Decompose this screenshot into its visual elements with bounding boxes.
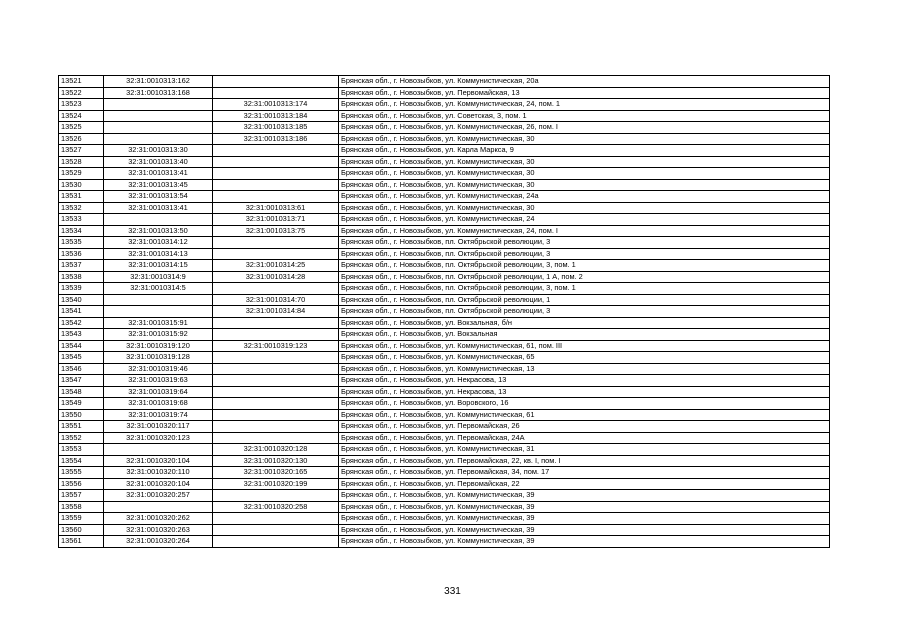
cadastral-number-cell: 32:31:0010315:92 [104, 329, 213, 341]
row-number-cell: 13554 [59, 455, 104, 467]
address-cell: Брянская обл., г. Новозыбков, ул. Коммунистическая, 13 [339, 363, 830, 375]
row-number-cell: 13521 [59, 76, 104, 88]
cadastral-number-cell: 32:31:0010320:262 [104, 513, 213, 525]
table-row [59, 352, 830, 364]
part-cadastral-number-cell [213, 168, 339, 180]
address-cell: Брянская обл., г. Новозыбков, ул. Первомайская, 24А [339, 432, 830, 444]
table-row [59, 455, 830, 467]
row-number-cell: 13522 [59, 87, 104, 99]
part-cadastral-number-cell [213, 248, 339, 260]
cadastral-number-cell: 32:31:0010314:12 [104, 237, 213, 249]
part-cadastral-number-cell: 32:31:0010313:185 [213, 122, 339, 134]
table-row [59, 202, 830, 214]
part-cadastral-number-cell [213, 191, 339, 203]
cadastral-number-cell [104, 501, 213, 513]
row-number-cell: 13555 [59, 467, 104, 479]
cadastral-number-cell: 32:31:0010320:257 [104, 490, 213, 502]
table-row [59, 248, 830, 260]
address-cell: Брянская обл., г. Новозыбков, ул. Коммунистическая, 39 [339, 524, 830, 536]
cadastral-number-cell: 32:31:0010319:68 [104, 398, 213, 410]
address-cell: Брянская обл., г. Новозыбков, ул. Вокзальная [339, 329, 830, 341]
table-row [59, 536, 830, 548]
address-cell: Брянская обл., г. Новозыбков, ул. Коммунистическая, 24, пом. 1 [339, 99, 830, 111]
table-row [59, 478, 830, 490]
table-row [59, 386, 830, 398]
cadastral-number-cell: 32:31:0010313:54 [104, 191, 213, 203]
table-row [59, 168, 830, 180]
address-cell: Брянская обл., г. Новозыбков, ул. Коммунистическая, 30 [339, 168, 830, 180]
address-cell: Брянская обл., г. Новозыбков, ул. Первомайская, 22 [339, 478, 830, 490]
address-cell: Брянская обл., г. Новозыбков, ул. Коммунистическая, 61, пом. III [339, 340, 830, 352]
address-cell: Брянская обл., г. Новозыбков, ул. Коммунистическая, 30 [339, 179, 830, 191]
table-row [59, 225, 830, 237]
address-cell: Брянская обл., г. Новозыбков, ул. Коммунистическая, 65 [339, 352, 830, 364]
table-row [59, 467, 830, 479]
table-row [59, 317, 830, 329]
cadastral-number-cell: 32:31:0010314:5 [104, 283, 213, 295]
row-number-cell: 13533 [59, 214, 104, 226]
cadastral-number-cell: 32:31:0010313:45 [104, 179, 213, 191]
part-cadastral-number-cell [213, 375, 339, 387]
table-row [59, 76, 830, 88]
row-number-cell: 13529 [59, 168, 104, 180]
table-row [59, 87, 830, 99]
part-cadastral-number-cell: 32:31:0010319:123 [213, 340, 339, 352]
address-cell: Брянская обл., г. Новозыбков, ул. Коммунистическая, 61 [339, 409, 830, 421]
address-cell: Брянская обл., г. Новозыбков, ул. Коммунистическая, 39 [339, 501, 830, 513]
table-row [59, 363, 830, 375]
table-row [59, 513, 830, 525]
row-number-cell: 13540 [59, 294, 104, 306]
row-number-cell: 13551 [59, 421, 104, 433]
address-cell: Брянская обл., г. Новозыбков, ул. Первомайская, 13 [339, 87, 830, 99]
row-number-cell: 13532 [59, 202, 104, 214]
part-cadastral-number-cell [213, 536, 339, 548]
table-row [59, 191, 830, 203]
part-cadastral-number-cell [213, 386, 339, 398]
row-number-cell: 13528 [59, 156, 104, 168]
table-row [59, 375, 830, 387]
address-cell: Брянская обл., г. Новозыбков, пл. Октябрьской революции, 3, пом. 1 [339, 260, 830, 272]
row-number-cell: 13549 [59, 398, 104, 410]
row-number-cell: 13543 [59, 329, 104, 341]
address-cell: Брянская обл., г. Новозыбков, ул. Вокзальная, б/н [339, 317, 830, 329]
address-cell: Брянская обл., г. Новозыбков, пл. Октябрьской революции, 3, пом. 1 [339, 283, 830, 295]
table-row [59, 283, 830, 295]
address-cell: Брянская обл., г. Новозыбков, ул. Коммунистическая, 39 [339, 490, 830, 502]
address-cell: Брянская обл., г. Новозыбков, ул. Некрасова, 13 [339, 386, 830, 398]
cadastral-number-cell: 32:31:0010313:40 [104, 156, 213, 168]
part-cadastral-number-cell [213, 156, 339, 168]
address-cell: Брянская обл., г. Новозыбков, ул. Коммунистическая, 30 [339, 156, 830, 168]
table-row [59, 145, 830, 157]
table-row [59, 421, 830, 433]
cadastral-number-cell: 32:31:0010320:104 [104, 455, 213, 467]
part-cadastral-number-cell [213, 432, 339, 444]
cadastral-number-cell: 32:31:0010314:13 [104, 248, 213, 260]
part-cadastral-number-cell: 32:31:0010314:28 [213, 271, 339, 283]
part-cadastral-number-cell [213, 409, 339, 421]
part-cadastral-number-cell [213, 352, 339, 364]
row-number-cell: 13552 [59, 432, 104, 444]
part-cadastral-number-cell [213, 87, 339, 99]
cadastral-number-cell: 32:31:0010313:41 [104, 168, 213, 180]
row-number-cell: 13559 [59, 513, 104, 525]
part-cadastral-number-cell: 32:31:0010314:84 [213, 306, 339, 318]
table-row [59, 432, 830, 444]
table-row [59, 340, 830, 352]
row-number-cell: 13550 [59, 409, 104, 421]
row-number-cell: 13547 [59, 375, 104, 387]
cadastral-number-cell [104, 294, 213, 306]
row-number-cell: 13534 [59, 225, 104, 237]
part-cadastral-number-cell [213, 145, 339, 157]
registry-table-body [59, 76, 830, 548]
table-row [59, 237, 830, 249]
address-cell: Брянская обл., г. Новозыбков, ул. Коммунистическая, 39 [339, 536, 830, 548]
address-cell: Брянская обл., г. Новозыбков, ул. Коммунистическая, 30 [339, 133, 830, 145]
part-cadastral-number-cell [213, 283, 339, 295]
address-cell: Брянская обл., г. Новозыбков, ул. Коммунистическая, 24 [339, 214, 830, 226]
address-cell: Брянская обл., г. Новозыбков, ул. Первомайская, 22, кв. I, пом. I [339, 455, 830, 467]
address-cell: Брянская обл., г. Новозыбков, ул. Коммунистическая, 24, пом. I [339, 225, 830, 237]
table-row [59, 110, 830, 122]
table-row [59, 271, 830, 283]
table-row [59, 524, 830, 536]
address-cell: Брянская обл., г. Новозыбков, ул. Первомайская, 34, пом. 17 [339, 467, 830, 479]
part-cadastral-number-cell: 32:31:0010313:71 [213, 214, 339, 226]
part-cadastral-number-cell [213, 524, 339, 536]
table-row [59, 122, 830, 134]
cadastral-number-cell: 32:31:0010320:117 [104, 421, 213, 433]
part-cadastral-number-cell: 32:31:0010313:184 [213, 110, 339, 122]
row-number-cell: 13541 [59, 306, 104, 318]
address-cell: Брянская обл., г. Новозыбков, ул. Коммунистическая, 39 [339, 513, 830, 525]
part-cadastral-number-cell [213, 329, 339, 341]
address-cell: Брянская обл., г. Новозыбков, пл. Октябрьской революции, 3 [339, 237, 830, 249]
address-cell: Брянская обл., г. Новозыбков, ул. Первомайская, 26 [339, 421, 830, 433]
part-cadastral-number-cell: 32:31:0010320:130 [213, 455, 339, 467]
cadastral-number-cell: 32:31:0010313:50 [104, 225, 213, 237]
part-cadastral-number-cell: 32:31:0010314:70 [213, 294, 339, 306]
address-cell: Брянская обл., г. Новозыбков, пл. Октябрьской революции, 3 [339, 306, 830, 318]
address-cell: Брянская обл., г. Новозыбков, пл. Октябрьской революции, 3 [339, 248, 830, 260]
row-number-cell: 13531 [59, 191, 104, 203]
cadastral-number-cell: 32:31:0010319:74 [104, 409, 213, 421]
row-number-cell: 13548 [59, 386, 104, 398]
table-row [59, 501, 830, 513]
part-cadastral-number-cell: 32:31:0010313:174 [213, 99, 339, 111]
table-row [59, 260, 830, 272]
cadastral-number-cell: 32:31:0010320:104 [104, 478, 213, 490]
row-number-cell: 13525 [59, 122, 104, 134]
address-cell: Брянская обл., г. Новозыбков, ул. Коммунистическая, 31 [339, 444, 830, 456]
table-row [59, 179, 830, 191]
row-number-cell: 13535 [59, 237, 104, 249]
table-row [59, 133, 830, 145]
table-row [59, 490, 830, 502]
address-cell: Брянская обл., г. Новозыбков, пл. Октябрьской революции, 1 А, пом. 2 [339, 271, 830, 283]
address-cell: Брянская обл., г. Новозыбков, ул. Коммунистическая, 20а [339, 76, 830, 88]
part-cadastral-number-cell: 32:31:0010320:165 [213, 467, 339, 479]
part-cadastral-number-cell [213, 179, 339, 191]
cadastral-number-cell: 32:31:0010319:120 [104, 340, 213, 352]
part-cadastral-number-cell: 32:31:0010313:75 [213, 225, 339, 237]
part-cadastral-number-cell [213, 421, 339, 433]
row-number-cell: 13561 [59, 536, 104, 548]
cadastral-number-cell: 32:31:0010319:46 [104, 363, 213, 375]
row-number-cell: 13537 [59, 260, 104, 272]
row-number-cell: 13526 [59, 133, 104, 145]
table-row [59, 294, 830, 306]
part-cadastral-number-cell [213, 490, 339, 502]
row-number-cell: 13542 [59, 317, 104, 329]
cadastral-number-cell: 32:31:0010319:64 [104, 386, 213, 398]
row-number-cell: 13544 [59, 340, 104, 352]
cadastral-number-cell [104, 110, 213, 122]
cadastral-number-cell: 32:31:0010314:15 [104, 260, 213, 272]
cadastral-number-cell: 32:31:0010314:9 [104, 271, 213, 283]
table-row [59, 398, 830, 410]
part-cadastral-number-cell [213, 317, 339, 329]
part-cadastral-number-cell [213, 398, 339, 410]
row-number-cell: 13527 [59, 145, 104, 157]
cadastral-number-cell: 32:31:0010320:110 [104, 467, 213, 479]
row-number-cell: 13530 [59, 179, 104, 191]
address-cell: Брянская обл., г. Новозыбков, ул. Некрасова, 13 [339, 375, 830, 387]
part-cadastral-number-cell: 32:31:0010320:128 [213, 444, 339, 456]
table-row [59, 306, 830, 318]
cadastral-number-cell: 32:31:0010320:264 [104, 536, 213, 548]
row-number-cell: 13553 [59, 444, 104, 456]
table-row [59, 444, 830, 456]
cadastral-number-cell [104, 99, 213, 111]
row-number-cell: 13546 [59, 363, 104, 375]
address-cell: Брянская обл., г. Новозыбков, ул. Советская, 3, пом. 1 [339, 110, 830, 122]
part-cadastral-number-cell: 32:31:0010320:199 [213, 478, 339, 490]
table-row [59, 156, 830, 168]
cadastral-number-cell: 32:31:0010315:91 [104, 317, 213, 329]
row-number-cell: 13560 [59, 524, 104, 536]
address-cell: Брянская обл., г. Новозыбков, ул. Карла Маркса, 9 [339, 145, 830, 157]
cadastral-number-cell [104, 444, 213, 456]
row-number-cell: 13545 [59, 352, 104, 364]
property-registry-table [58, 75, 830, 548]
row-number-cell: 13558 [59, 501, 104, 513]
part-cadastral-number-cell [213, 513, 339, 525]
part-cadastral-number-cell [213, 237, 339, 249]
row-number-cell: 13538 [59, 271, 104, 283]
part-cadastral-number-cell [213, 76, 339, 88]
cadastral-number-cell [104, 306, 213, 318]
table-row [59, 214, 830, 226]
table-row [59, 329, 830, 341]
cadastral-number-cell [104, 214, 213, 226]
cadastral-number-cell: 32:31:0010320:263 [104, 524, 213, 536]
cadastral-number-cell: 32:31:0010319:63 [104, 375, 213, 387]
cadastral-number-cell: 32:31:0010313:41 [104, 202, 213, 214]
part-cadastral-number-cell [213, 363, 339, 375]
cadastral-number-cell: 32:31:0010319:128 [104, 352, 213, 364]
part-cadastral-number-cell: 32:31:0010313:61 [213, 202, 339, 214]
address-cell: Брянская обл., г. Новозыбков, ул. Коммунистическая, 26, пом. I [339, 122, 830, 134]
table-row [59, 99, 830, 111]
row-number-cell: 13539 [59, 283, 104, 295]
row-number-cell: 13524 [59, 110, 104, 122]
row-number-cell: 13557 [59, 490, 104, 502]
cadastral-number-cell: 32:31:0010313:168 [104, 87, 213, 99]
address-cell: Брянская обл., г. Новозыбков, ул. Коммунистическая, 30 [339, 202, 830, 214]
address-cell: Брянская обл., г. Новозыбков, ул. Воровского, 16 [339, 398, 830, 410]
address-cell: Брянская обл., г. Новозыбков, пл. Октябрьской революции, 1 [339, 294, 830, 306]
address-cell: Брянская обл., г. Новозыбков, ул. Коммунистическая, 24а [339, 191, 830, 203]
row-number-cell: 13536 [59, 248, 104, 260]
part-cadastral-number-cell: 32:31:0010313:186 [213, 133, 339, 145]
part-cadastral-number-cell: 32:31:0010314:25 [213, 260, 339, 272]
page-number: 331 [444, 586, 461, 597]
cadastral-number-cell [104, 133, 213, 145]
cadastral-number-cell: 32:31:0010320:123 [104, 432, 213, 444]
part-cadastral-number-cell: 32:31:0010320:258 [213, 501, 339, 513]
row-number-cell: 13556 [59, 478, 104, 490]
row-number-cell: 13523 [59, 99, 104, 111]
cadastral-number-cell [104, 122, 213, 134]
cadastral-number-cell: 32:31:0010313:162 [104, 76, 213, 88]
cadastral-number-cell: 32:31:0010313:30 [104, 145, 213, 157]
table-row [59, 409, 830, 421]
